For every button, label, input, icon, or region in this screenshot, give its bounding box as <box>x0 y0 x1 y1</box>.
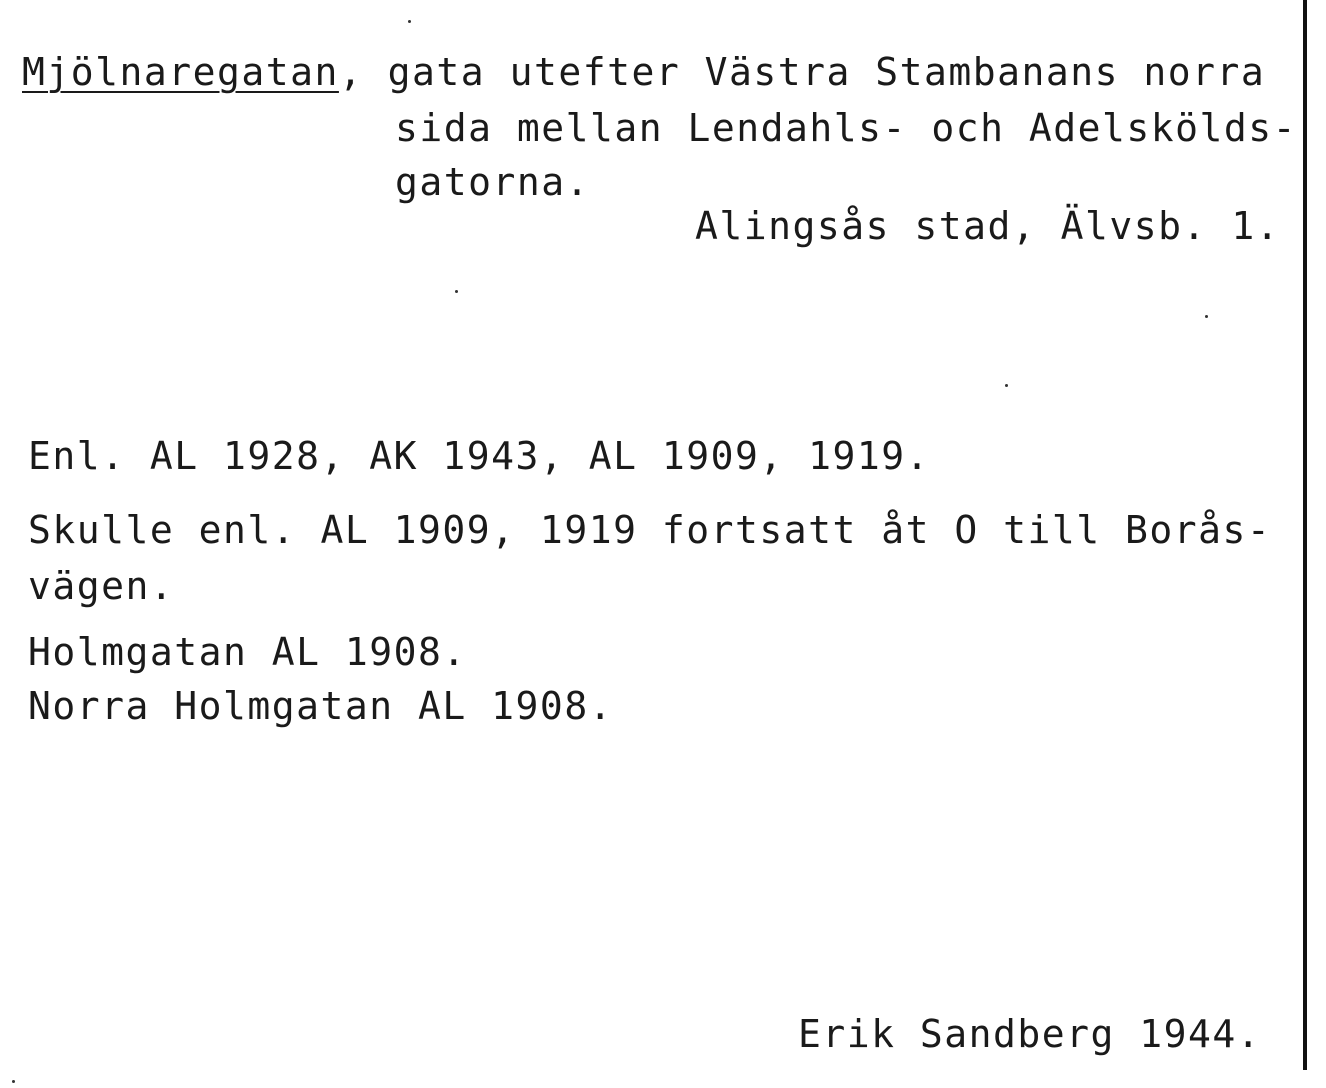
note-line-sources: Enl. AL 1928, AK 1943, AL 1909, 1919. <box>28 434 930 478</box>
scan-speck <box>1005 384 1008 387</box>
scan-speck <box>1205 315 1208 318</box>
location-line: Alingsås stad, Älvsb. 1. <box>695 204 1281 248</box>
note-line-extension: Skulle enl. AL 1909, 1919 fortsatt åt O till Borås- <box>28 508 1272 552</box>
signature: Erik Sandberg 1944. <box>798 1012 1262 1056</box>
scan-speck <box>408 20 411 23</box>
definition-line-2: sida mellan Lendahls- och Adelskölds- <box>395 106 1297 150</box>
note-line-norra-holmgatan: Norra Holmgatan AL 1908. <box>28 684 614 728</box>
scan-speck <box>455 290 458 293</box>
definition-line-1: , gata utefter Västra Stambanans norra <box>338 50 1266 94</box>
scan-speck <box>12 1080 15 1083</box>
note-line-holmgatan: Holmgatan AL 1908. <box>28 630 467 674</box>
entry-headword: Mjölnaregatan <box>22 50 339 94</box>
definition-line-3: gatorna. <box>395 160 591 204</box>
note-line-extension-cont: vägen. <box>28 564 175 608</box>
card-edge-line <box>1303 0 1307 1070</box>
entry-first-line <box>22 50 1265 94</box>
